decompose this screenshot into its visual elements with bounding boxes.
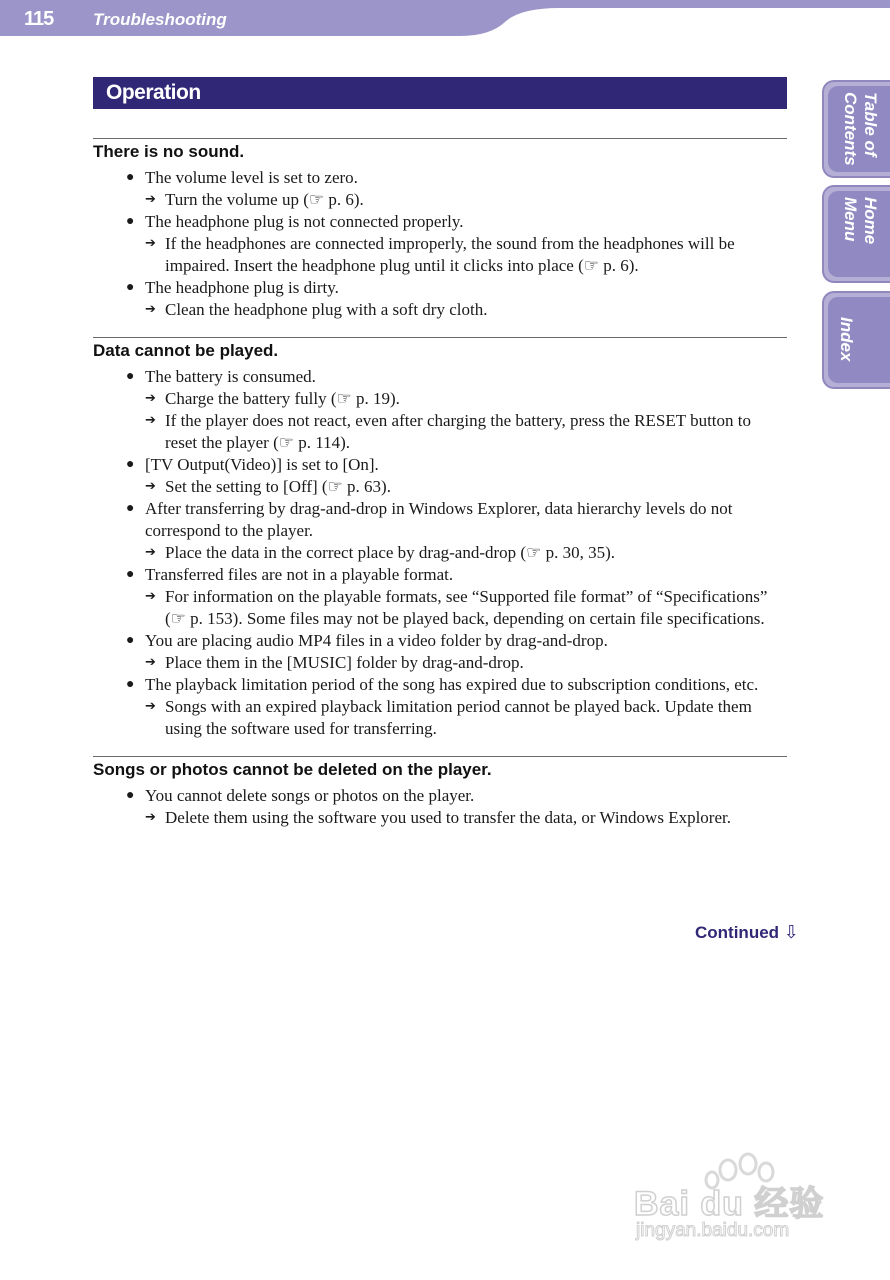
arrow-icon: ➔ [145, 699, 156, 714]
tab-table-of-contents-label: Table of Contents [841, 92, 880, 166]
page-title: Operation [106, 81, 201, 104]
section-heading: Data cannot be played. [93, 341, 279, 360]
bullet-icon: ● [126, 677, 135, 692]
list-item: ➔ Place them in the [MUSIC] folder by drag-and-drop. [145, 653, 524, 672]
list-item: ● After transferring by drag-and-drop in Windows Explorer, data hierarchy levels do not correspond to the player. [126, 499, 733, 540]
bullet-icon: ● [126, 170, 135, 185]
header-section-title: Troubleshooting [93, 10, 227, 29]
arrow-icon: ➔ [145, 479, 156, 494]
continued-label: Continued [695, 923, 780, 942]
bullet-icon: ● [126, 633, 135, 648]
bullet-icon: ● [126, 457, 135, 472]
list-item: ● The battery is consumed. [126, 367, 316, 386]
arrow-icon: ➔ [145, 545, 156, 560]
list-item: ➔ If the headphones are connected improperly, the sound from the headphones will be impaired. Insert the headphone plug until it clicks into place (☞ p. 6). [145, 234, 735, 275]
bullet-icon: ● [126, 567, 135, 582]
arrow-icon: ➔ [145, 236, 156, 251]
tab-home-menu-label: Home Menu [841, 197, 880, 245]
section-heading: There is no sound. [93, 142, 245, 161]
list-item: ● The headphone plug is not connected properly. [126, 212, 464, 231]
list-item: ● Transferred files are not in a playable format. [126, 565, 454, 584]
bullet-icon: ● [126, 788, 135, 803]
down-arrow-icon: ⇩ [783, 922, 799, 943]
continued-link[interactable] [695, 922, 799, 943]
arrow-icon: ➔ [145, 391, 156, 406]
page-number: 115 [24, 8, 54, 30]
troubleshooting-content [93, 138, 787, 829]
arrow-icon: ➔ [145, 655, 156, 670]
list-item: ➔ Place the data in the correct place by drag-and-drop (☞ p. 30, 35). [145, 543, 615, 562]
tab-home-menu[interactable] [822, 185, 890, 283]
arrow-icon: ➔ [145, 192, 156, 207]
bullet-icon: ● [126, 369, 135, 384]
arrow-icon: ➔ [145, 302, 156, 317]
section-cannot-delete [93, 756, 787, 829]
section-title-bar [93, 77, 787, 109]
arrow-icon: ➔ [145, 413, 156, 428]
page-header [0, 0, 890, 40]
list-item: ➔ Clean the headphone plug with a soft dry cloth. [145, 300, 488, 319]
section-no-sound [93, 138, 787, 321]
tab-table-of-contents[interactable] [822, 80, 890, 178]
tab-index-label: Index [837, 317, 856, 362]
list-item: ● [TV Output(Video)] is set to [On]. [126, 455, 379, 474]
list-item: ● The playback limitation period of the song has expired due to subscription conditions, etc. [126, 675, 759, 694]
list-item: ➔ Songs with an expired playback limitation period cannot be played back. Update them using the software used for transferring. [145, 697, 752, 738]
arrow-icon: ➔ [145, 589, 156, 604]
list-item: ➔ Set the setting to [Off] (☞ p. 63). [145, 477, 391, 496]
list-item: ➔ Delete them using the software you used to transfer the data, or Windows Explorer. [145, 808, 731, 827]
list-item: ➔ For information on the playable formats, see “Supported file format” of “Specifications” (☞ p. 153). Some files may not be played back, depending on certain file specifications. [145, 587, 768, 628]
list-item: ● The volume level is set to zero. [126, 168, 358, 187]
bullet-icon: ● [126, 280, 135, 295]
section-data-not-played [93, 337, 787, 740]
watermark-url: jingyan.baidu.com [636, 1220, 790, 1241]
list-item: ● You cannot delete songs or photos on the player. [126, 786, 475, 805]
section-heading: Songs or photos cannot be deleted on the player. [93, 760, 492, 779]
list-item: ➔ Charge the battery fully (☞ p. 19). [145, 389, 400, 408]
bullet-icon: ● [126, 214, 135, 229]
arrow-icon: ➔ [145, 810, 156, 825]
bullet-icon: ● [126, 501, 135, 516]
watermark-brand: Bai du 经验 [634, 1185, 825, 1223]
list-item: ● The headphone plug is dirty. [126, 278, 339, 297]
tab-index[interactable] [822, 291, 890, 389]
list-item: ➔ If the player does not react, even after charging the battery, press the RESET button to reset the player (☞ p. 114). [145, 411, 751, 452]
baidu-watermark [632, 1150, 842, 1250]
list-item: ● You are placing audio MP4 files in a video folder by drag-and-drop. [126, 631, 608, 650]
list-item: ➔ Turn the volume up (☞ p. 6). [145, 190, 364, 209]
